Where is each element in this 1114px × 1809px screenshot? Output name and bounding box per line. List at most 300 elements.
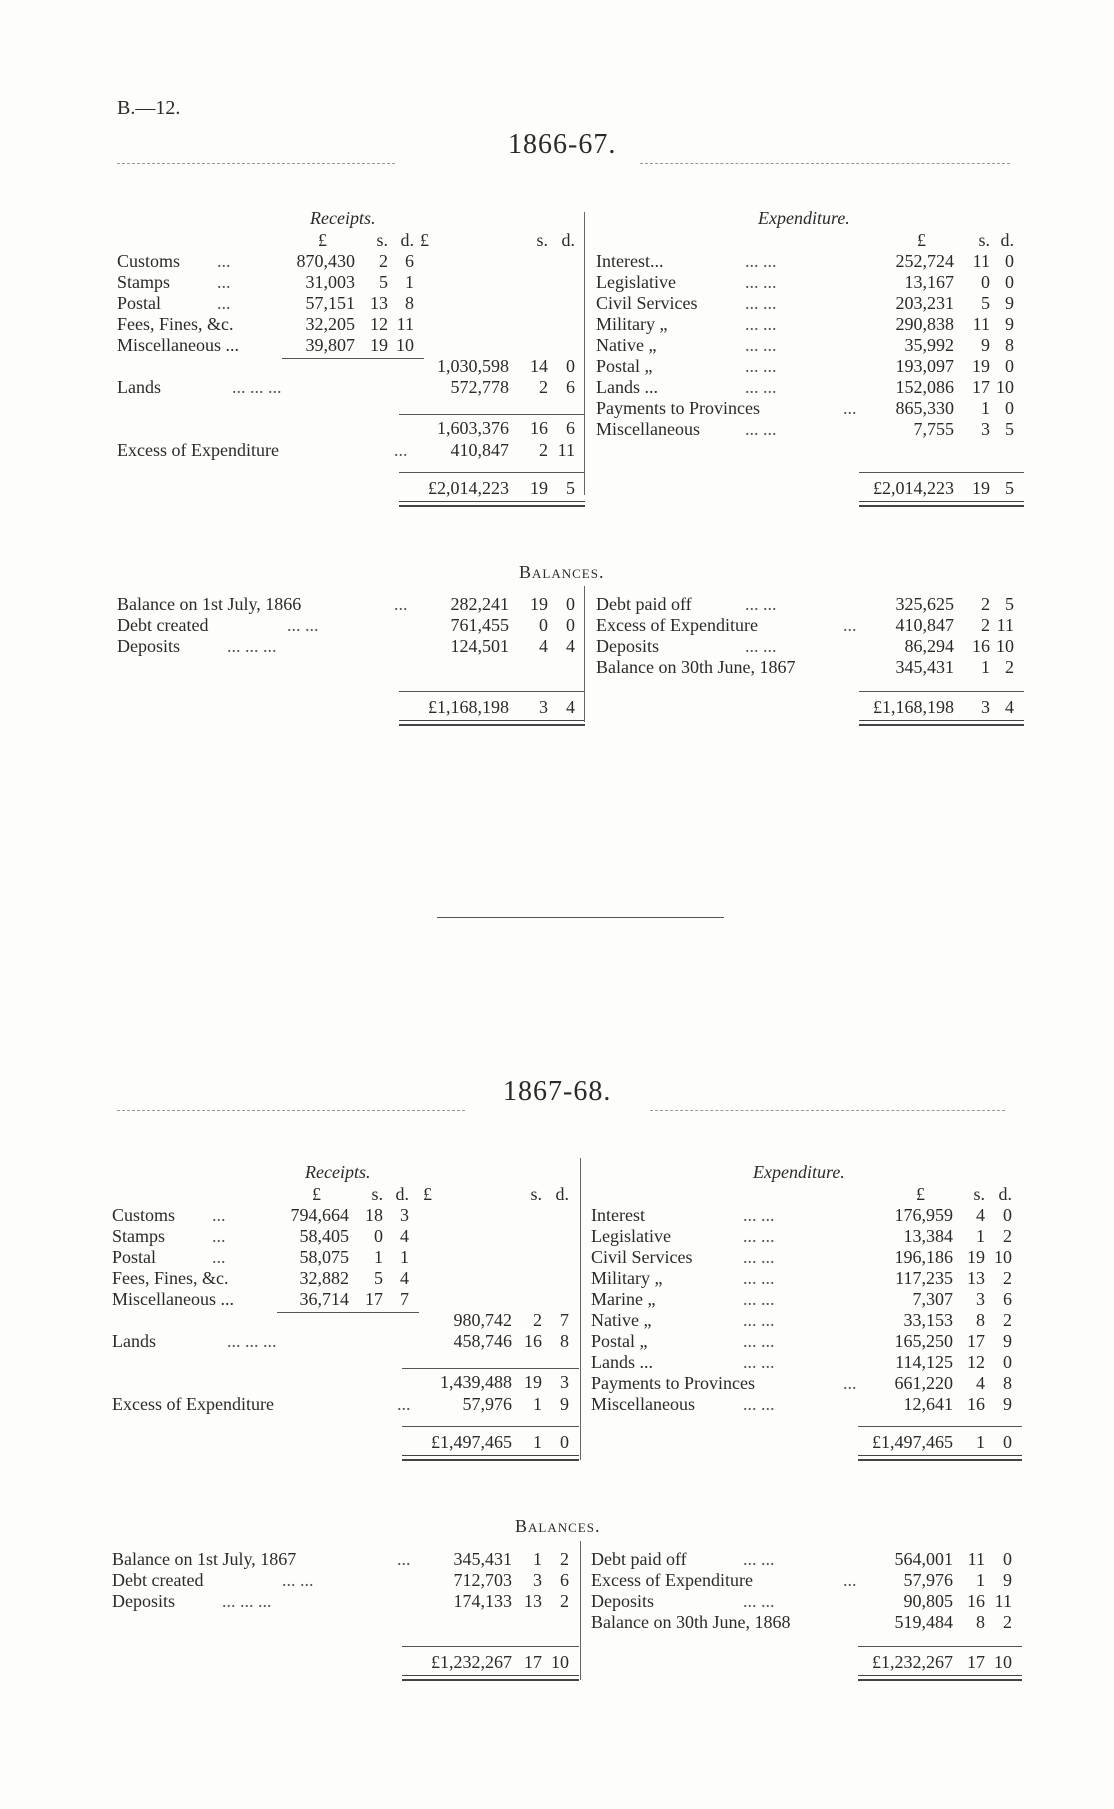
expenditure-label: Interest [591, 1205, 645, 1225]
receipt-label: Fees, Fines, &c. [117, 314, 234, 334]
expenditure-pence: 0 [1005, 398, 1014, 418]
leader-dots: ... [843, 1570, 857, 1590]
receipt-shillings: 17 [365, 1289, 383, 1309]
balances-right-total-pounds: £1,168,198 [873, 697, 954, 717]
expenditure-label: Lands ... [596, 377, 658, 397]
balances-right-total-pence: 4 [1005, 697, 1014, 717]
leader-dots: ... ... [745, 314, 777, 334]
total-rule [402, 1426, 579, 1427]
expenditure-shillings: 13 [967, 1268, 985, 1288]
leader-dots: ... [397, 1394, 411, 1414]
receipt-pence: 7 [400, 1289, 409, 1309]
expenditure-shillings: 1 [976, 1226, 985, 1246]
leader-dots: ... ... ... [222, 1591, 272, 1611]
balance-right-shillings: 16 [967, 1591, 985, 1611]
expenditure-pence: 8 [1005, 335, 1014, 355]
receipt-lands-pounds: 572,778 [450, 377, 509, 397]
leader-dots: ... ... [282, 1570, 314, 1590]
receipt-label: Fees, Fines, &c. [112, 1268, 229, 1288]
expenditure-shillings: 8 [976, 1310, 985, 1330]
receipts-sum-pounds: 1,439,488 [440, 1372, 512, 1392]
receipt-shillings: 18 [365, 1205, 383, 1225]
receipt-pence: 8 [405, 293, 414, 313]
section-year: 1866-67. [508, 129, 617, 160]
leader-dots: ... ... [743, 1394, 775, 1414]
total-rule [399, 472, 585, 473]
balance-left-pence: 0 [566, 594, 575, 614]
expenditure-label: Legislative [596, 272, 676, 292]
leader-dots: ... ... [743, 1549, 775, 1569]
leader-dots: ... ... [287, 615, 319, 635]
total-rule [858, 1646, 1022, 1647]
receipts-total-shillings: 1 [533, 1432, 542, 1452]
balance-left-label: Balance on 1st July, 1866 [117, 594, 302, 614]
expenditure-shillings: 19 [972, 356, 990, 376]
expenditure-shillings: 16 [967, 1394, 985, 1414]
sum-rule [402, 1368, 579, 1369]
expenditure-pence: 0 [1003, 1205, 1012, 1225]
balance-left-pounds: 174,133 [453, 1591, 512, 1611]
expenditure-pounds: 12,641 [903, 1394, 953, 1414]
expenditure-pence: 9 [1005, 293, 1014, 313]
leader-dots: ... [394, 440, 408, 460]
receipt-shillings: 5 [379, 272, 388, 292]
expenditure-pounds: 193,097 [895, 356, 954, 376]
balance-left-pounds: 124,501 [450, 636, 509, 656]
balance-right-pounds: 86,294 [904, 636, 954, 656]
expenditure-pence: 2 [1003, 1310, 1012, 1330]
total-double-rule [402, 1455, 579, 1461]
balance-right-pence: 2 [1005, 657, 1014, 677]
leader-dots: ... [843, 1373, 857, 1393]
leader-dots: ... ... ... [232, 377, 282, 397]
section-year: 1867-68. [503, 1076, 612, 1107]
expenditure-shillings: 3 [981, 419, 990, 439]
column-divider [580, 1158, 581, 1460]
receipt-pence: 3 [400, 1205, 409, 1225]
receipt-lands-pence: 6 [566, 377, 575, 397]
expenditure-pence: 8 [1003, 1373, 1012, 1393]
receipt-lands-pounds: 458,746 [453, 1331, 512, 1351]
expenditure-pounds: 114,125 [895, 1352, 953, 1372]
receipts-total-shillings: 19 [530, 478, 548, 498]
expenditure-shillings: 11 [972, 314, 990, 334]
receipt-pounds: 58,075 [299, 1247, 349, 1267]
expenditure-pounds: 33,153 [903, 1310, 953, 1330]
receipt-pence: 1 [405, 272, 414, 292]
receipt-label: Miscellaneous ... [112, 1289, 234, 1309]
expenditure-label: Miscellaneous [596, 419, 700, 439]
leader-dots: ... ... ... [227, 1331, 277, 1351]
col-head-pounds: £ [312, 1184, 321, 1204]
expenditure-label: Military „ [591, 1268, 663, 1288]
leader-dots: ... [212, 1226, 226, 1246]
expenditure-pounds: 117,235 [895, 1268, 953, 1288]
expenditure-pounds: 176,959 [894, 1205, 953, 1225]
balance-right-pounds: 519,484 [894, 1612, 953, 1632]
balance-right-pence: 9 [1003, 1570, 1012, 1590]
balance-right-shillings: 16 [972, 636, 990, 656]
receipt-pence: 6 [405, 251, 414, 271]
balance-right-shillings: 1 [976, 1570, 985, 1590]
col-head-shillings: s. [978, 230, 990, 250]
balance-left-pence: 2 [560, 1591, 569, 1611]
balance-right-label: Excess of Expenditure [596, 615, 758, 635]
leader-dots: ... [843, 398, 857, 418]
receipt-label: Customs [112, 1205, 176, 1225]
balance-right-label: Debt paid off [591, 1549, 687, 1569]
receipts-subtotal-pence: 7 [560, 1310, 569, 1330]
receipt-shillings: 13 [370, 293, 388, 313]
expenditure-heading: Expenditure. [753, 1162, 845, 1182]
expenditure-label: Lands ... [591, 1352, 653, 1372]
balance-left-pounds: 345,431 [453, 1549, 512, 1569]
leader-dots: ... ... [745, 636, 777, 656]
expenditure-pounds: 661,220 [894, 1373, 953, 1393]
expenditure-pence: 2 [1003, 1268, 1012, 1288]
col-head-pounds: £ [420, 230, 429, 250]
balance-left-label: Debt created [112, 1570, 204, 1590]
leader-dots: ... ... [743, 1310, 775, 1330]
total-rule [859, 691, 1024, 692]
expenditure-pence: 0 [1003, 1352, 1012, 1372]
expenditure-pounds: 7,755 [913, 419, 954, 439]
col-head-pounds: £ [916, 1184, 925, 1204]
balance-left-pence: 4 [566, 636, 575, 656]
sum-rule [399, 414, 585, 415]
total-double-rule [399, 501, 585, 507]
excess-pence: 11 [557, 440, 575, 460]
expenditure-label: Postal „ [596, 356, 653, 376]
balance-right-pounds: 90,805 [903, 1591, 953, 1611]
excess-label: Excess of Expenditure [112, 1394, 274, 1414]
col-head-shillings: s. [973, 1184, 985, 1204]
col-head-pence: d. [998, 1184, 1012, 1204]
expenditure-pounds: 865,330 [895, 398, 954, 418]
leader-dots: ... ... [745, 293, 777, 313]
excess-pounds: 410,847 [450, 440, 509, 460]
col-head-pence: d. [1000, 230, 1014, 250]
expenditure-pounds: 13,384 [903, 1226, 953, 1246]
receipt-label: Stamps [112, 1226, 166, 1246]
leader-dots: ... [843, 615, 857, 635]
col-head-pounds: £ [318, 230, 327, 250]
column-divider [584, 212, 585, 495]
balance-right-pence: 11 [996, 615, 1014, 635]
expenditure-pounds: 165,250 [894, 1331, 953, 1351]
leader-dots: ... ... [743, 1226, 775, 1246]
balance-right-shillings: 11 [967, 1549, 985, 1569]
excess-label: Excess of Expenditure [117, 440, 279, 460]
expenditure-pence: 0 [1005, 251, 1014, 271]
leader-dots: ... ... [745, 251, 777, 271]
leader-dots: ... [217, 272, 231, 292]
receipt-shillings: 2 [379, 251, 388, 271]
balance-right-pence: 5 [1005, 594, 1014, 614]
balance-left-shillings: 13 [524, 1591, 542, 1611]
expenditure-label: Miscellaneous [591, 1394, 695, 1414]
expenditure-label: Native „ [591, 1310, 652, 1330]
leader-dots: ... ... [745, 335, 777, 355]
balance-left-label: Deposits [112, 1591, 175, 1611]
balances-right-total-shillings: 17 [967, 1652, 985, 1672]
balance-right-label: Deposits [591, 1591, 654, 1611]
expenditure-pence: 9 [1003, 1331, 1012, 1351]
total-rule [858, 1426, 1022, 1427]
balances-left-total-shillings: 17 [524, 1652, 542, 1672]
col-head-shillings: s. [536, 230, 548, 250]
receipts-sum-pence: 3 [560, 1372, 569, 1392]
receipt-label: Stamps [117, 272, 171, 292]
balance-right-shillings: 2 [981, 594, 990, 614]
leader-dots: ... [397, 1549, 411, 1569]
excess-pence: 9 [560, 1394, 569, 1414]
leader-dots: ... ... [743, 1205, 775, 1225]
expenditure-label: Civil Services [596, 293, 698, 313]
receipt-lands-shillings: 16 [524, 1331, 542, 1351]
receipt-pence: 4 [400, 1226, 409, 1246]
balances-right-total-shillings: 3 [981, 697, 990, 717]
expenditure-total-pounds: £2,014,223 [873, 478, 954, 498]
balance-right-label: Deposits [596, 636, 659, 656]
expenditure-pence: 5 [1005, 419, 1014, 439]
col-head-shillings: s. [376, 230, 388, 250]
heading-rule-2 [650, 1110, 1005, 1111]
expenditure-label: Legislative [591, 1226, 671, 1246]
receipt-pounds: 870,430 [296, 251, 355, 271]
receipt-label: Customs [117, 251, 181, 271]
receipt-shillings: 1 [374, 1247, 383, 1267]
receipt-pounds: 58,405 [299, 1226, 349, 1246]
expenditure-pence: 10 [994, 1247, 1012, 1267]
balances-left-total-pence: 10 [551, 1652, 569, 1672]
receipt-pence: 10 [396, 335, 414, 355]
expenditure-shillings: 17 [972, 377, 990, 397]
expenditure-shillings: 1 [981, 398, 990, 418]
balance-right-pounds: 57,976 [903, 1570, 953, 1590]
expenditure-shillings: 4 [976, 1205, 985, 1225]
expenditure-label: Marine „ [591, 1289, 656, 1309]
expenditure-heading: Expenditure. [758, 208, 850, 228]
expenditure-pounds: 196,186 [894, 1247, 953, 1267]
balance-left-shillings: 3 [533, 1570, 542, 1590]
receipts-total-pounds: £2,014,223 [428, 478, 509, 498]
expenditure-label: Postal „ [591, 1331, 648, 1351]
expenditure-label: Payments to Provinces [596, 398, 760, 418]
heading-rule-1 [117, 163, 395, 164]
leader-dots: ... ... [743, 1591, 775, 1611]
leader-dots: ... ... [745, 272, 777, 292]
expenditure-shillings: 5 [981, 293, 990, 313]
col-head-pence: d. [555, 1184, 569, 1204]
receipt-pounds: 57,151 [305, 293, 355, 313]
expenditure-shillings: 17 [967, 1331, 985, 1351]
leader-dots: ... ... [745, 377, 777, 397]
balance-right-pounds: 345,431 [895, 657, 954, 677]
excess-shillings: 1 [533, 1394, 542, 1414]
balance-left-pence: 2 [560, 1549, 569, 1569]
expenditure-total-pounds: £1,497,465 [872, 1432, 953, 1452]
receipt-lands-label: Lands [112, 1331, 156, 1351]
balance-right-label: Balance on 30th June, 1867 [596, 657, 796, 677]
receipts-subtotal-shillings: 2 [533, 1310, 542, 1330]
heading-rule-1 [117, 1110, 465, 1111]
total-rule [399, 691, 585, 692]
leader-dots: ... ... [745, 594, 777, 614]
balance-left-pounds: 761,455 [450, 615, 509, 635]
balance-right-pounds: 564,001 [894, 1549, 953, 1569]
leader-dots: ... ... [743, 1289, 775, 1309]
receipt-pence: 11 [396, 314, 414, 334]
receipt-shillings: 0 [374, 1226, 383, 1246]
leader-dots: ... ... [745, 356, 777, 376]
expenditure-pounds: 13,167 [904, 272, 954, 292]
leader-dots: ... ... ... [227, 636, 277, 656]
receipt-lands-shillings: 2 [539, 377, 548, 397]
expenditure-shillings: 12 [967, 1352, 985, 1372]
receipts-sum-shillings: 19 [524, 1372, 542, 1392]
expenditure-shillings: 9 [981, 335, 990, 355]
expenditure-label: Native „ [596, 335, 657, 355]
receipts-subtotal-pounds: 980,742 [453, 1310, 512, 1330]
expenditure-label: Military „ [596, 314, 668, 334]
expenditure-pounds: 7,307 [912, 1289, 953, 1309]
receipt-lands-pence: 8 [560, 1331, 569, 1351]
balance-right-pounds: 410,847 [895, 615, 954, 635]
balances-left-total-pounds: £1,232,267 [431, 1652, 512, 1672]
expenditure-pence: 9 [1003, 1394, 1012, 1414]
expenditure-pence: 9 [1005, 314, 1014, 334]
expenditure-pence: 10 [996, 377, 1014, 397]
balance-right-pence: 11 [994, 1591, 1012, 1611]
expenditure-pounds: 290,838 [895, 314, 954, 334]
col-head-pence: d. [395, 1184, 409, 1204]
expenditure-shillings: 19 [967, 1247, 985, 1267]
heading-rule-2 [640, 163, 1010, 164]
expenditure-label: Civil Services [591, 1247, 693, 1267]
balance-left-pence: 0 [566, 615, 575, 635]
receipt-pounds: 39,807 [305, 335, 355, 355]
col-head-pounds: £ [917, 230, 926, 250]
receipt-pounds: 794,664 [290, 1205, 349, 1225]
expenditure-shillings: 3 [976, 1289, 985, 1309]
column-divider [584, 586, 585, 722]
balances-heading: Balances. [519, 562, 605, 582]
balance-right-pence: 0 [1003, 1549, 1012, 1569]
expenditure-total-shillings: 19 [972, 478, 990, 498]
receipt-pounds: 32,882 [299, 1268, 349, 1288]
expenditure-pounds: 152,086 [895, 377, 954, 397]
leader-dots: ... ... [743, 1352, 775, 1372]
balances-left-total-pounds: £1,168,198 [428, 697, 509, 717]
balances-right-total-pence: 10 [994, 1652, 1012, 1672]
balance-left-shillings: 19 [530, 594, 548, 614]
receipt-pence: 1 [400, 1247, 409, 1267]
balance-right-shillings: 8 [976, 1612, 985, 1632]
receipt-label: Postal [117, 293, 162, 313]
expenditure-shillings: 11 [972, 251, 990, 271]
receipts-sum-pounds: 1,603,376 [437, 418, 509, 438]
balance-left-label: Debt created [117, 615, 209, 635]
expenditure-shillings: 0 [981, 272, 990, 292]
balance-right-label: Excess of Expenditure [591, 1570, 753, 1590]
receipt-label: Miscellaneous ... [117, 335, 239, 355]
balance-right-pence: 2 [1003, 1612, 1012, 1632]
receipt-pounds: 32,205 [305, 314, 355, 334]
excess-shillings: 2 [539, 440, 548, 460]
balance-left-label: Balance on 1st July, 1867 [112, 1549, 297, 1569]
receipts-sum-shillings: 16 [530, 418, 548, 438]
expenditure-pounds: 203,231 [895, 293, 954, 313]
expenditure-total-pence: 0 [1003, 1432, 1012, 1452]
total-rule [402, 1646, 579, 1647]
balances-left-total-shillings: 3 [539, 697, 548, 717]
total-double-rule [858, 1675, 1022, 1681]
receipts-total-pence: 5 [566, 478, 575, 498]
leader-dots: ... [394, 594, 408, 614]
leader-dots: ... ... [743, 1247, 775, 1267]
balance-right-shillings: 1 [981, 657, 990, 677]
balances-right-total-pounds: £1,232,267 [872, 1652, 953, 1672]
expenditure-pence: 0 [1005, 356, 1014, 376]
expenditure-pounds: 35,992 [904, 335, 954, 355]
expenditure-label: Interest... [596, 251, 664, 271]
balance-right-shillings: 2 [981, 615, 990, 635]
receipts-heading: Receipts. [305, 1162, 371, 1182]
leader-dots: ... [212, 1205, 226, 1225]
receipts-total-pounds: £1,497,465 [431, 1432, 512, 1452]
leader-dots: ... ... [743, 1331, 775, 1351]
total-rule [859, 472, 1024, 473]
leader-dots: ... ... [743, 1268, 775, 1288]
leader-dots: ... ... [745, 419, 777, 439]
col-head-shillings: s. [530, 1184, 542, 1204]
section-separator [437, 917, 724, 918]
col-head-pounds: £ [423, 1184, 432, 1204]
expenditure-label: Payments to Provinces [591, 1373, 755, 1393]
leader-dots: ... [212, 1247, 226, 1267]
receipts-sum-pence: 6 [566, 418, 575, 438]
receipt-pounds: 31,003 [305, 272, 355, 292]
receipt-label: Postal [112, 1247, 157, 1267]
balance-left-pounds: 712,703 [453, 1570, 512, 1590]
expenditure-pence: 0 [1005, 272, 1014, 292]
expenditure-pence: 2 [1003, 1226, 1012, 1246]
receipts-subtotal-pence: 0 [566, 356, 575, 376]
expenditure-pence: 6 [1003, 1289, 1012, 1309]
balance-right-label: Debt paid off [596, 594, 692, 614]
balance-right-label: Balance on 30th June, 1868 [591, 1612, 791, 1632]
balances-left-total-pence: 4 [566, 697, 575, 717]
page-reference: B.—12. [117, 97, 181, 119]
balance-left-pence: 6 [560, 1570, 569, 1590]
total-double-rule [402, 1675, 579, 1681]
balance-left-pounds: 282,241 [450, 594, 509, 614]
expenditure-pounds: 252,724 [895, 251, 954, 271]
leader-dots: ... [217, 293, 231, 313]
receipt-shillings: 19 [370, 335, 388, 355]
column-divider [580, 1541, 581, 1680]
total-double-rule [858, 1455, 1022, 1461]
expenditure-total-shillings: 1 [976, 1432, 985, 1452]
expenditure-total-pence: 5 [1005, 478, 1014, 498]
balance-left-shillings: 4 [539, 636, 548, 656]
total-double-rule [859, 720, 1024, 726]
excess-pounds: 57,976 [462, 1394, 512, 1414]
col-head-pence: d. [400, 230, 414, 250]
col-head-shillings: s. [371, 1184, 383, 1204]
receipt-pounds: 36,714 [299, 1289, 349, 1309]
